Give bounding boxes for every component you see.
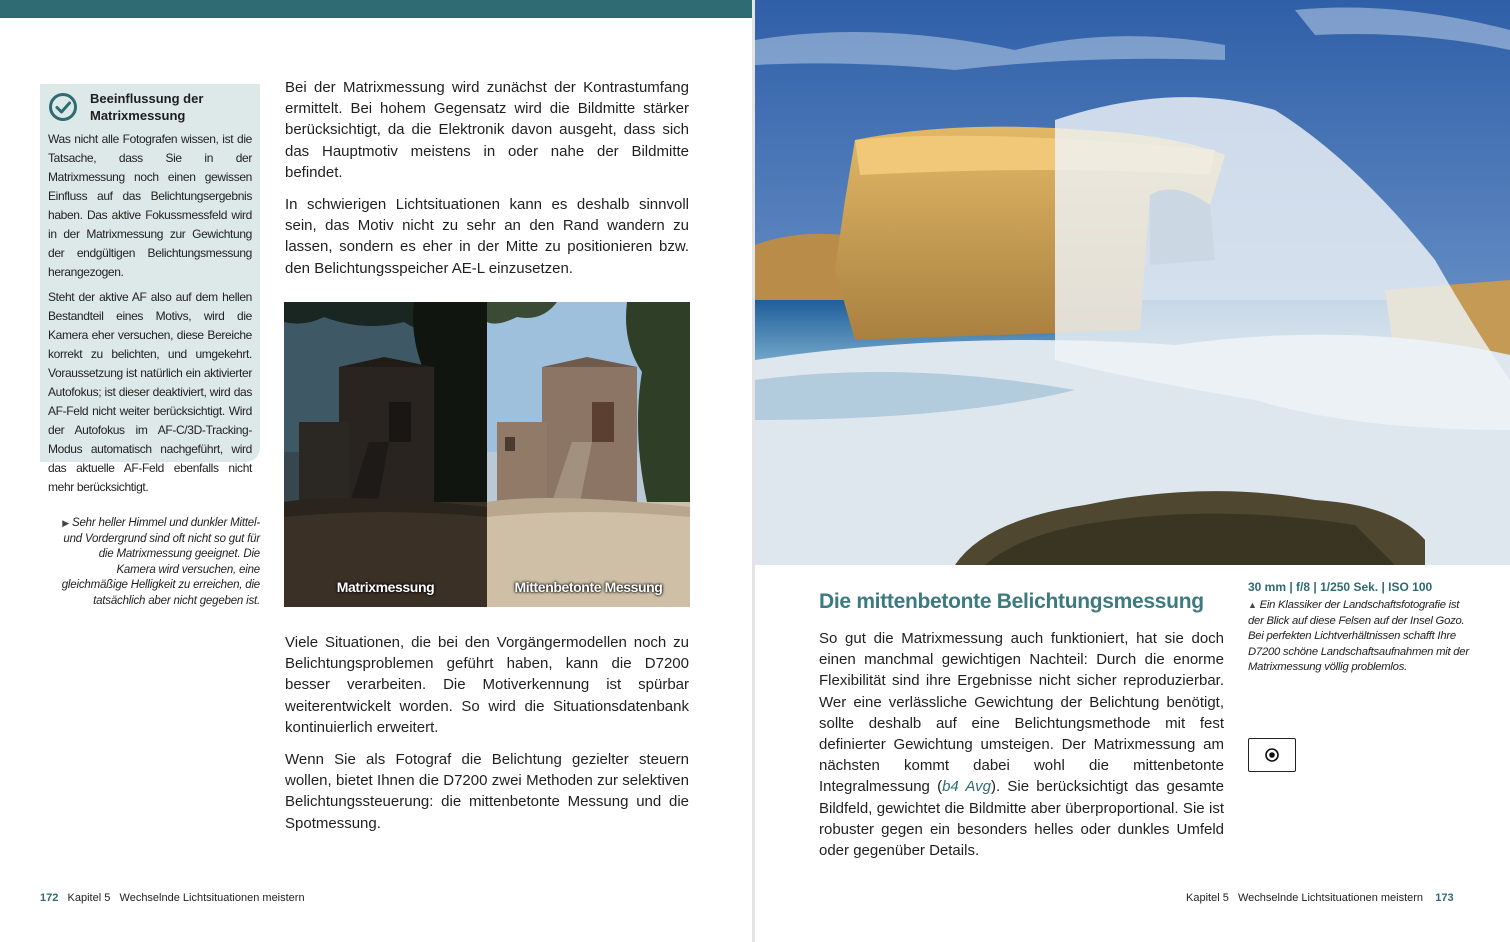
chapter-title: Wechselnde Lichtsituationen meistern xyxy=(119,892,305,904)
body-text-right xyxy=(819,628,1224,872)
caption-text: Sehr heller Himmel und dunkler Mittel- und Vordergrund sind oft nicht so gut für die Matrixmessung geeignet. Die Kamera wird versuchen, eine gleichmäßige Helligkeit zu erreichen, die tatsächlich aber nicht gegeben ist. xyxy=(61,517,260,607)
paragraph: Bei der Matrixmessung wird zunächst der Kontrastumfang ermittelt. Bei hohem Gegensatz wird die Bildmitte stärker berücksichtigt, da die Elektronik davon ausgeht, dass sich das Hauptmotiv meistens in oder nahe der Bildmitte befindet. xyxy=(285,79,689,181)
left-page xyxy=(0,0,752,942)
section-heading: Die mittenbetonte Belichtungsmessung xyxy=(819,590,1204,613)
page-number: 173 xyxy=(1435,892,1454,904)
paragraph-part: ). Sie berücksichtigt das gesamte Bildfeld, gewichtet die Bildmitte aber überproportional. Sie ist robuster gegen ein besonders helles oder dunkles Umfeld oder gegenüber Details. xyxy=(819,778,1225,860)
photo-label: Matrixmessung xyxy=(336,579,435,595)
paragraph xyxy=(819,628,1224,861)
landscape-photo xyxy=(755,0,1510,565)
comparison-photo xyxy=(284,302,690,607)
checkmark-circle-icon xyxy=(48,92,78,122)
info-box-paragraph: Was nicht alle Fotografen wissen, ist die Tatsache, dass Sie in der Matrixmessung noch einen gewissen Einfluss auf das Belichtungsergebnis haben. Das aktive Fokussmessfeld wird in der Matrixmessung zur Gewichtung der endgültigen Belichtungsmessung herangezogen. xyxy=(48,132,252,279)
body-text-top xyxy=(285,77,689,290)
info-box-title: Beeinflussung der Matrixmessung xyxy=(90,91,204,123)
photo-caption-left xyxy=(60,516,260,610)
photo-caption-right xyxy=(1248,598,1473,676)
caption-text: Ein Klassiker der Landschaftsfotografie ist der Blick auf diese Felsen auf der Insel Gozo. Bei perfekten Lichtverhältnissen schafft Ihre D7200 schöne Landschaftsaufnahmen mit der Matrixmessung völlig problemlos. xyxy=(1248,599,1469,674)
arrow-up-icon: ▲ xyxy=(1248,600,1257,610)
center-weighted-metering-icon xyxy=(1248,738,1296,772)
info-box xyxy=(40,84,260,494)
arrow-right-icon: ▶ xyxy=(62,518,70,528)
photo-center-weighted xyxy=(487,302,690,607)
paragraph: Viele Situationen, die bei den Vorgängermodellen noch zu Belichtungsproblemen geführt haben, kann die D7200 besser verarbeiten. Die Motiverkennung ist spürbar weiterentwickelt worden. So wird die Situationsdatenbank kontinuierlich erweitert. xyxy=(285,634,689,736)
photo-label: Mittenbetonte Messung xyxy=(514,579,663,595)
photo-exif: 30 mm | f/8 | 1/250 Sek. | ISO 100 xyxy=(1248,580,1433,594)
menu-reference-link: b4 Avg xyxy=(942,778,991,796)
paragraph: Wenn Sie als Fotograf die Belichtung gezielter steuern wollen, bietet Ihnen die D7200 zwei Methoden zur selektiven Belichtungssteuerung: die mittenbetonte Messung und die Spotmessung. xyxy=(285,751,689,832)
paragraph: In schwierigen Lichtsituationen kann es deshalb sinnvoll sein, das Motiv nicht zu sehr an den Rand wandern zu lassen, sondern es eher in der Mitte zu positionieren bzw. den Belichtungsspeicher AE-L einzusetzen. xyxy=(285,196,689,277)
page-number: 172 xyxy=(40,892,59,904)
info-box-paragraph: Steht der aktive AF also auf dem hellen Bestandteil eines Motivs, wird die Kamera eher versuchen, diese Bereiche korrekt zu belichten, und umgekehrt. Voraussetzung ist natürlich ein aktivierter Autofokus; ist dieser deaktiviert, wird das AF-Feld nicht weiter berücksichtigt. Wird der Autofokus im AF-C/3D-Tracking-Modus automatisch nachgeführt, wird das aktuelle AF-Feld ebenfalls nicht mehr berücksichtigt. xyxy=(48,290,252,494)
chapter-label: Kapitel 5 xyxy=(67,892,111,904)
top-accent-bar xyxy=(0,0,752,18)
chapter-label: Kapitel 5 xyxy=(1186,892,1229,904)
photo-matrix-metering xyxy=(284,302,487,607)
paragraph-part: So gut die Matrixmessung auch funktioniert, hat sie doch einen manchmal gewichtigen Nachteil: Durch die enorme Flexibilität sind ihre Ergebnisse nicht sicher reproduzierbar. Wer eine verlässliche Gewichtung der Belichtung benötigt, sollte deshalb auf eine Belichtungsmethode mit fest definierter Gewichtung umsteigen. Der Matrixmessung am nächsten kommt dabei wohl die mittenbetonte Integralmessung ( xyxy=(819,630,1224,796)
chapter-title: Wechselnde Lichtsituationen meistern xyxy=(1237,892,1424,904)
right-page xyxy=(755,0,1510,942)
body-text-bottom xyxy=(285,632,689,845)
footer-right xyxy=(1186,892,1454,904)
footer-left xyxy=(40,892,305,904)
